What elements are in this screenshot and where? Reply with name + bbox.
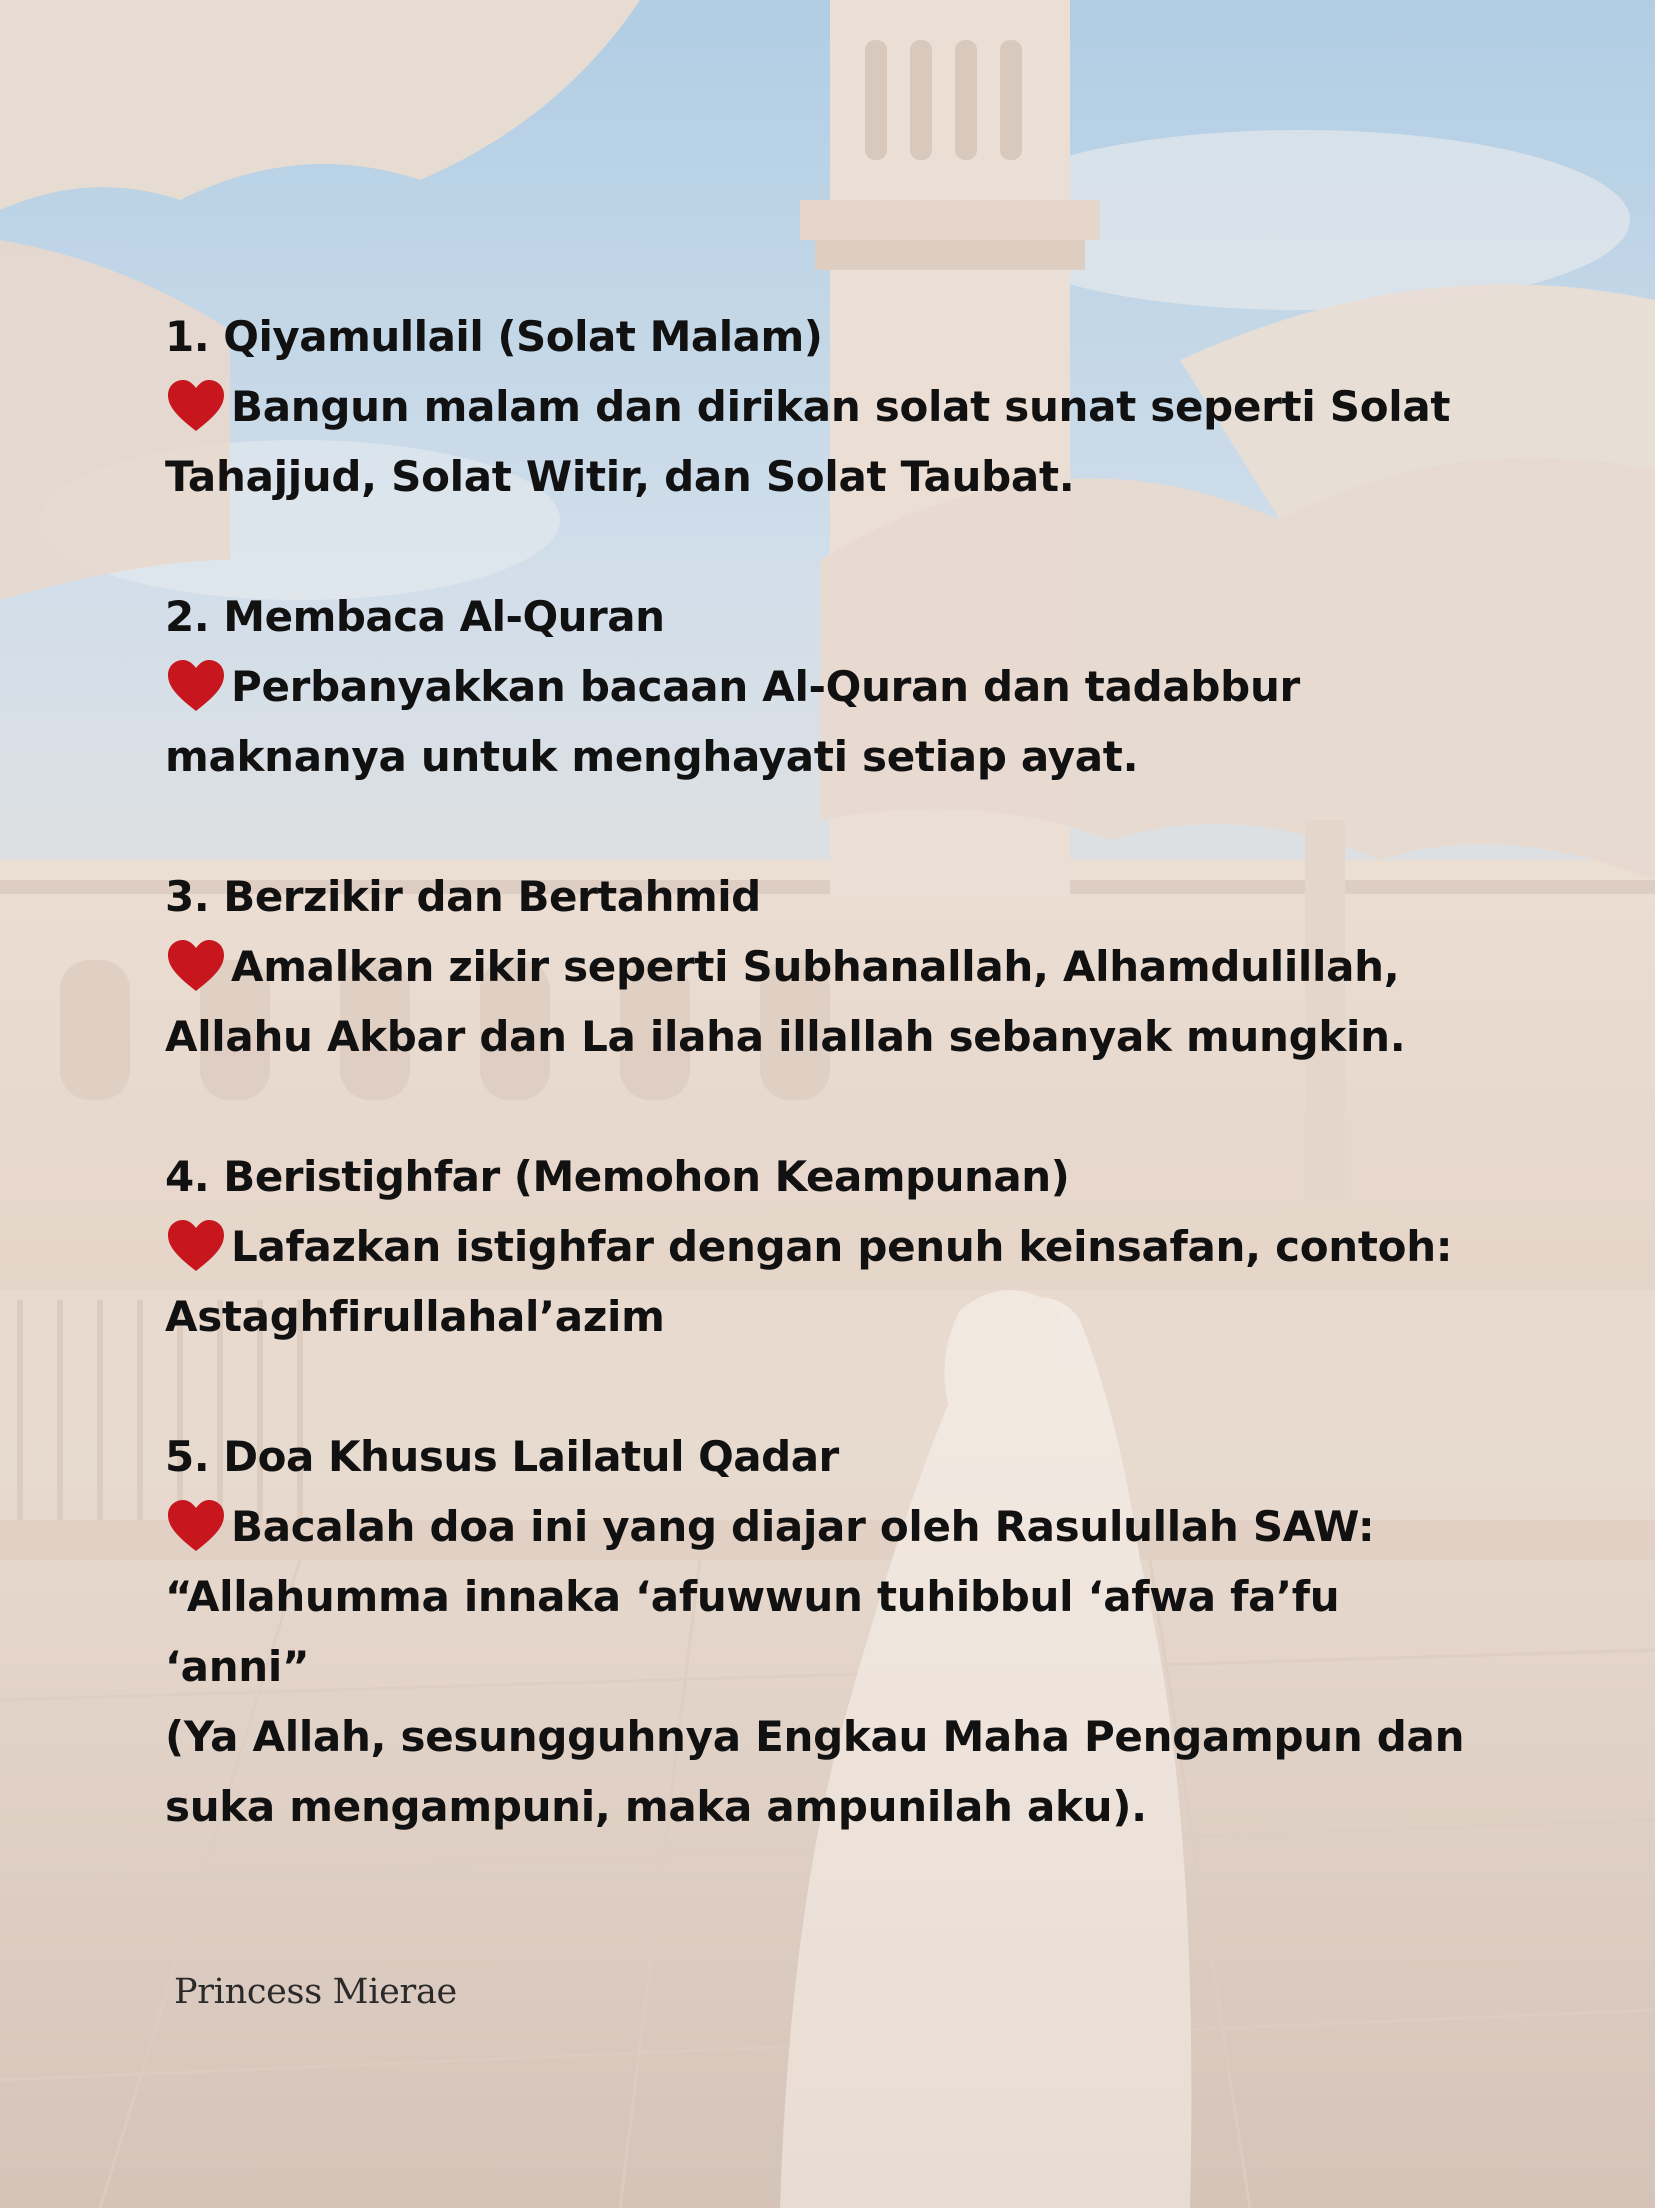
item-line: Tahajjud, Solat Witir, dan Solat Taubat. <box>165 452 1075 501</box>
item-line: Lafazkan istighfar dengan penuh keinsafan, contoh: <box>165 1212 1495 1282</box>
red-heart-icon <box>165 379 227 433</box>
list-item <box>165 862 1495 1072</box>
item-line: Allahu Akbar dan La ilaha illallah sebanyak mungkin. <box>165 1012 1406 1061</box>
item-line: Bangun malam dan dirikan solat sunat seperti Solat <box>165 372 1495 442</box>
author-signature: Princess Mierae <box>174 1972 457 2012</box>
item-line: (Ya Allah, sesungguhnya Engkau Maha Pengampun dan <box>165 1712 1465 1761</box>
list-item <box>165 302 1495 512</box>
item-line: Bacalah doa ini yang diajar oleh Rasulullah SAW: <box>165 1492 1495 1562</box>
red-heart-icon <box>165 1219 227 1273</box>
list-item <box>165 1422 1495 1842</box>
list-item <box>165 582 1495 792</box>
item-title: 3. Berzikir dan Bertahmid <box>165 872 761 921</box>
item-line: suka mengampuni, maka ampunilah aku). <box>165 1782 1147 1831</box>
item-title: 2. Membaca Al-Quran <box>165 592 665 641</box>
red-heart-icon <box>165 939 227 993</box>
item-title: 1. Qiyamullail (Solat Malam) <box>165 312 823 361</box>
red-heart-icon <box>165 659 227 713</box>
item-line: Amalkan zikir seperti Subhanallah, Alhamdulillah, <box>165 932 1495 1002</box>
red-heart-icon <box>165 1499 227 1553</box>
item-line: Astaghfirullahal’azim <box>165 1292 665 1341</box>
item-line: “Allahumma innaka ‘afuwwun tuhibbul ‘afwa fa’fu <box>165 1572 1340 1621</box>
list-item <box>165 1142 1495 1352</box>
item-title: 5. Doa Khusus Lailatul Qadar <box>165 1432 839 1481</box>
item-line: maknanya untuk menghayati setiap ayat. <box>165 732 1139 781</box>
item-line: Perbanyakkan bacaan Al-Quran dan tadabbur <box>165 652 1495 722</box>
checklist <box>165 302 1495 1912</box>
item-line: ‘anni” <box>165 1642 310 1691</box>
item-title: 4. Beristighfar (Memohon Keampunan) <box>165 1152 1070 1201</box>
